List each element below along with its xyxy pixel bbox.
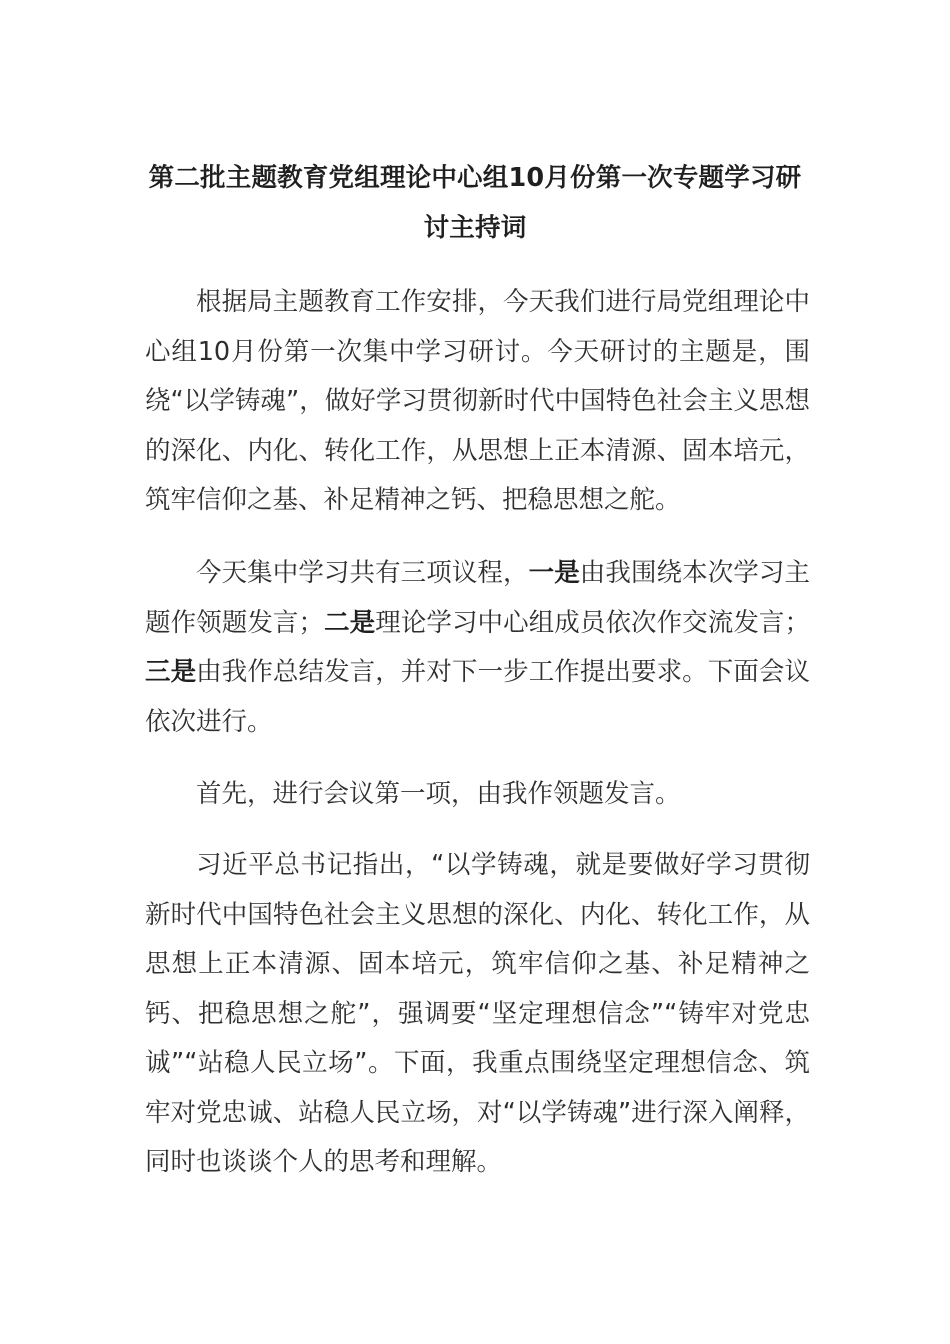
agenda-item-2-label: 二是 — [323, 607, 376, 638]
paragraph-quote: 习近平总书记指出，“以学铸魂，就是要做好学习贯彻新时代中国特色社会主义思想的深化、内化、转化工作，从思想上正本清源、固本培元，筑牢信仰之基、补足精神之钙、把稳思想之舵”，强调要“坚定理想信念”“铸牢对党忠诚”“站稳人民立场”。下面，我重点围绕坚定理想信念、筑牢对党忠诚、站稳人民立场，对“以学铸魂”进行深入阐释，同时也谈谈个人的思考和理解。 — [145, 850, 810, 1177]
agenda-item-3-text: 由我作总结发言，并对下一步工作提出要求。下面会议依次进行。 — [145, 657, 810, 737]
agenda-item-1-label: 一是 — [528, 558, 580, 588]
agenda-intro: 今天集中学习共有三项议程， — [196, 558, 529, 588]
paragraph-first-item: 首先，进行会议第一项，由我作领题发言。 — [196, 779, 681, 809]
paragraph-agenda — [145, 549, 810, 747]
document-title: 第二批主题教育党组理论中心组10月份第一次专题学习研讨主持词 — [148, 163, 802, 243]
agenda-item-1-text: 由我围绕本次学习主题作领题发言； — [145, 558, 810, 638]
paragraph-introduction: 根据局主题教育工作安排，今天我们进行局党组理论中心组10月份第一次集中学习研讨。今天研讨的主题是，围绕“以学铸魂”，做好学习贯彻新时代中国特色社会主义思想的深化、内化、转化工作，从思想上正本清源、固本培元，筑牢信仰之基、补足精神之钙、把稳思想之舵。 — [145, 287, 810, 515]
agenda-item-3-label: 三是 — [145, 657, 197, 687]
agenda-item-2-text: 理论学习中心组成员依次作交流发言； — [375, 607, 810, 638]
